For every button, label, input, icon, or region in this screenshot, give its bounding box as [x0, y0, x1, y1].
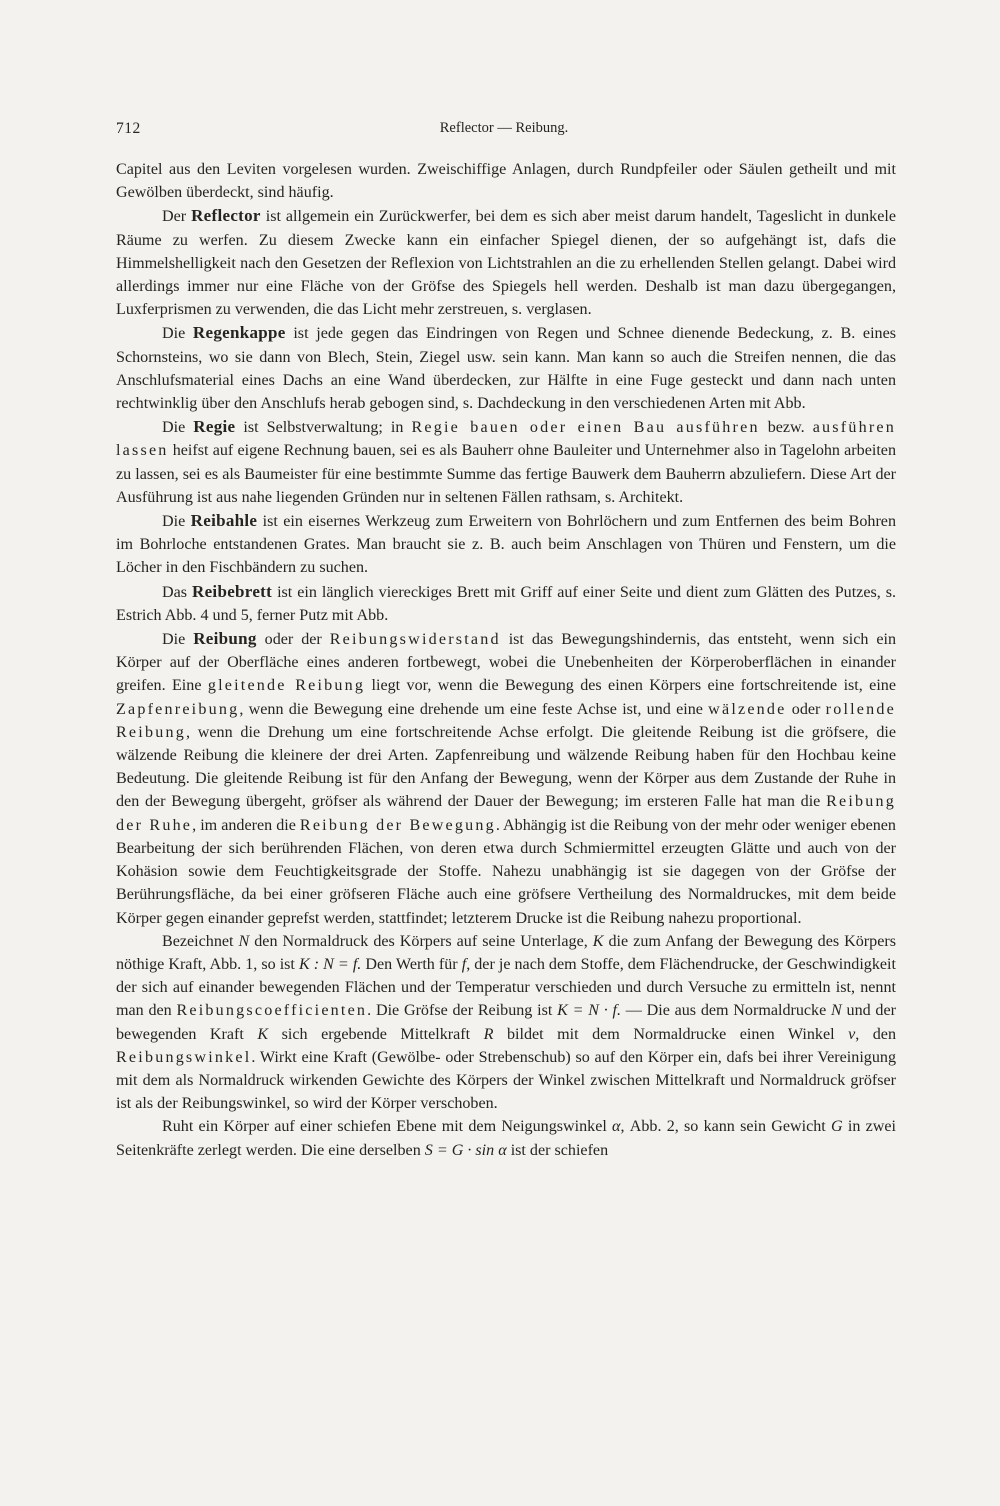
paragraph-reibung: Die Reibung oder der Reibungswiderstand ist das Bewegungshindernis, das entsteht, wenn sich ein Körper auf der Oberfläche eines anderen fortbewegt, wobei die Unebenheiten der Körperoberflächen in einander greifen. Eine gleitende Reibung liegt vor, wenn die Bewegung des einen Körpers eine fortschreitende ist, eine Zapfenreibung, wenn die Bewegung eine drehende um eine feste Achse ist, und eine wälzende oder rollende Reibung, wenn die Drehung um eine fortschreitende Achse erfolgt. Die gleitende Reibung ist die gröfsere, die wälzende Reibung die kleinere der drei Arten. Zapfenreibung und wälzende Reibung haben für den Hochbau keine Bedeutung. Die gleitende Reibung ist für den Anfang der Bewegung, wenn der Körper aus dem Zustande der Ruhe in den der Bewegung übergeht, gröfser als während der Dauer der Bewegung; im ersteren Falle hat man die Reibung der Ruhe, im anderen die Reibung der Bewegung. Abhängig ist die Reibung von der mehr oder weniger ebenen Bearbeitung der sich berührenden Flächen, von deren etwa durch Schmiermittel erzeugten Glätte und auch von der Kohäsion sowie dem Feuchtigkeitsgrade der Stoffe. Nahezu unabhängig ist sie dagegen von der Gröfse der Berührungsfläche, da bei einer gröfseren Fläche auch eine gröfsere Vertheilung des Normaldruckes, mit dem beide Körper gegen einander geprefst werden, stattfindet; letzterem Drucke ist die Reibung nahezu proportional.: [116, 629, 897, 927]
term-reibung: Reibung: [193, 629, 257, 649]
term-reibahle: Reibahle: [190, 511, 258, 531]
paragraph-regie: Die Regie ist Selbstverwaltung; in Regie bauen oder einen Bau ausführen bezw. ausführen lassen heifst auf eigene Rechnung bauen, sei es als Bauherr ohne Bauleiter und Unternehmer also in Tagelohn arbeiten zu lassen, sei es als Baumeister für eine bestimmte Summe das fertige Bauwerk dem Bauherrn abzuliefern. Diese Art der Ausführung ist aus nahe liegenden Gründen nur in seltenen Fällen rathsam, s. Architekt.: [116, 417, 896, 506]
paragraph-reflector: Der Reflector ist allgemein ein Zurückwerfer, bei dem es sich aber meist darum handelt, Tageslicht in dunkele Räume zu werfen. Zu diesem Zwecke kann ein einfacher Spiegel dienen, der so aufgehängt ist, dafs die Himmelshelligkeit nach den Gesetzen der Reflexion von Lichtstrahlen an die zu erhellenden Stellen gelangt. Dabei wird allerdings immer nur eine Fläche von der Gröfse des Spiegels hell werden. Deshalb ist man dazu übergegangen, Luxferprismen zu verwenden, die das Licht mehr zerstreuen, s. verglasen.: [116, 206, 896, 319]
term-regenkappe: Regenkappe: [192, 323, 286, 343]
body-text: [116, 158, 896, 1162]
page-header: [116, 120, 892, 144]
term-reflector: Reflector: [191, 206, 261, 226]
page-number: 712: [116, 120, 141, 137]
term-reibebrett: Reibebrett: [192, 581, 273, 601]
paragraph-regenkappe: Die Regenkappe ist jede gegen das Eindringen von Regen und Schnee dienende Bedeckung, z. B. eines Schornsteins, wo sie dann von Blech, Stein, Ziegel usw. sein kann. Man kann so auch die Streifen nennen, die das Anschlufsmaterial eines Dachs an eine Wand überdecken, zur Hälfte in eine Fuge gesteckt und dann nach unten rechtwinklig über den Anschlufs herab gebogen sind, s. Dachdeckung in den verschiedenen Arten mit Abb.: [116, 323, 896, 413]
running-title: Reflector — Reibung.: [439, 120, 569, 136]
paragraph-schiefe-ebene: Ruht ein Körper auf einer schiefen Ebene mit dem Neigungswinkel α, Abb. 2, so kann sein Gewicht G in zwei Seitenkräfte zerlegt werden. Die eine derselben S = G · sin α ist der schiefen: [116, 1118, 896, 1159]
paragraph-continued: Capitel aus den Leviten vorgelesen wurden. Zweischiffige Anlagen, durch Rundpfeiler oder Säulen getheilt und mit Gewölben überdeckt, sind häufig.: [116, 161, 896, 202]
paragraph-reibebrett: Das Reibebrett ist ein länglich viereckiges Brett mit Griff auf einer Seite und dient zum Glätten des Putzes, s. Estrich Abb. 4 und 5, ferner Putz mit Abb.: [116, 581, 896, 624]
paragraph-reibahle: Die Reibahle ist ein eisernes Werkzeug zum Erweitern von Bohrlöchern und zum Entfernen des beim Bohren im Bohrloche entstandenen Grates. Man braucht sie z. B. auch beim Anschlagen von Thüren und Fenstern, um die Löcher in den Fischbändern zu suchen.: [116, 511, 897, 577]
term-regie: Regie: [193, 417, 236, 437]
paragraph-reibungscoefficient: Bezeichnet N den Normaldruck des Körpers auf seine Unterlage, K die zum Anfang der Bewegung des Körpers nöthige Kraft, Abb. 1, so ist K : N = f. Den Werth für f, der je nach dem Stoffe, dem Flächendrucke, der Geschwindigkeit der sich auf einander bewegenden Flächen und der Temperatur verschieden und durch Versuche zu ermitteln ist, nennt man den Reibungscoefficienten. Die Gröfse der Reibung ist K = N · f. — Die aus dem Normaldrucke N und der bewegenden Kraft K sich ergebende Mittelkraft R bildet mit dem Normaldrucke einen Winkel v, den Reibungswinkel. Wirkt eine Kraft (Gewölbe- oder Strebenschub) so auf den Körper ein, dafs bei ihrer Vereinigung mit dem als Normaldruck wirkenden Gewichte des Körpers der Winkel zwischen Mittelkraft und Normaldruck gröfser ist als der Reibungswinkel, so wird der Körper verschoben.: [116, 932, 896, 1113]
